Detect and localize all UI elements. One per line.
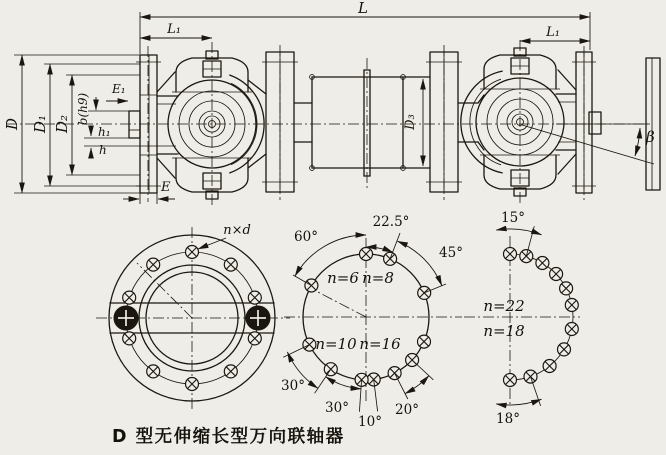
beta-label: β (646, 128, 655, 146)
bolt-callout: n×d (223, 223, 251, 238)
dim-h: h (99, 143, 107, 157)
dim-D3: D₃ (403, 114, 418, 130)
angle-22-5: 22.5° (372, 214, 410, 230)
pattern-n16: n=16 (359, 335, 401, 353)
right-flange-view (464, 210, 580, 427)
dim-h1: h₁ (98, 125, 111, 139)
angle-45: 45° (439, 245, 463, 261)
dim-D2: D₂ (53, 114, 71, 134)
dim-E1: E₁ (112, 82, 126, 96)
angle-30-inner: 30° (325, 400, 349, 416)
pattern-n6: n=6 (327, 269, 359, 287)
middle-flange-view (281, 214, 463, 430)
dim-L1-right: L₁ (546, 25, 560, 40)
pattern-n8: n=8 (362, 269, 394, 287)
dim-D1: D₁ (31, 114, 49, 134)
side-view (3, 0, 660, 206)
diameter-dimensions (3, 55, 423, 193)
dim-b: b(h9) (76, 92, 90, 126)
pattern-n10: n=10 (315, 335, 357, 353)
drawing-caption: D 型无伸缩长型万向联轴器 (112, 427, 345, 447)
dim-D: D (3, 117, 21, 131)
right-universal-joint (461, 40, 576, 204)
dim-L: L (358, 0, 368, 17)
angle-10: 10° (358, 414, 382, 430)
angle-18: 18° (496, 411, 520, 427)
right-flange-plate (572, 46, 601, 200)
pattern-n22: n=22 (483, 297, 525, 315)
angle-30-outer: 30° (281, 378, 305, 394)
angle-20: 20° (395, 402, 419, 418)
pattern-n18: n=18 (483, 322, 525, 340)
dim-L1-left: L₁ (167, 22, 181, 37)
angle-60: 60° (294, 229, 318, 245)
dim-E: E (161, 180, 171, 195)
left-flange-view (96, 223, 290, 412)
angle-15: 15° (501, 210, 525, 226)
middle-shaft (262, 45, 484, 200)
length-dimensions (140, 0, 590, 54)
